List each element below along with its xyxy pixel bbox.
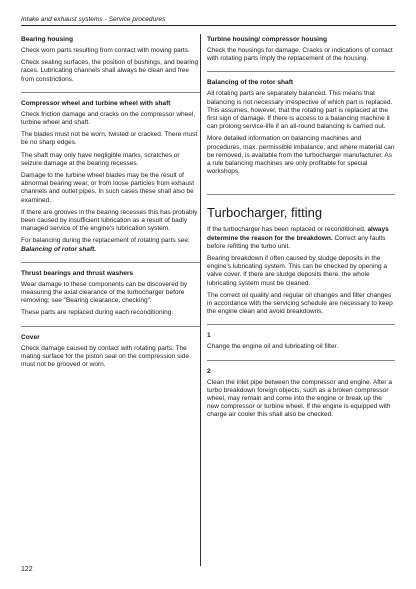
section-balancing — [207, 79, 395, 176]
paragraph-text: For balancing during the replacement of rotating parts see: — [21, 237, 190, 245]
header-title: Intake and exhaust systems - Service procedures — [21, 16, 166, 23]
paragraph: Check sealing surfaces, the position of bushings, and bearing races. Lubricating channels shall always be clean and free from constrictions. — [21, 59, 199, 83]
cross-reference-link: Balancing of rotor shaft. — [21, 245, 97, 253]
paragraph: Check damage caused by contact with rotating parts. The mating surface for the piston seal on the compression side must not be grooved or worn. — [21, 344, 190, 369]
section-divider — [207, 194, 395, 195]
section-compressor-wheel — [21, 100, 200, 254]
paragraph — [21, 237, 200, 253]
column-divider — [200, 34, 201, 566]
step-2 — [207, 368, 395, 420]
section-divider — [21, 92, 200, 93]
section-cover — [21, 334, 200, 370]
paragraph-text: Correct any faults before refitting the turbo unit. — [207, 234, 386, 250]
emphasis-text: always determine the reason for the breakdown. — [207, 226, 389, 242]
header-divider — [21, 25, 396, 26]
step-number: 1 — [207, 332, 211, 340]
paragraph: Bearing breakdown if often caused by sludge deposits in the engine's lubricating system. This can be checked by opening a valve cover. If there are sludge deposits there, the whole lubricating system must be cleaned. — [207, 255, 387, 287]
paragraph: More detailed information on balancing machines and procedures, max. permissible imbalance, and where material can be removed, is available from the turbocharger manufacturer. As a rule balancing machines are only profitable for special workshops. — [207, 135, 395, 176]
section-divider — [207, 360, 395, 361]
page-number: 122 — [21, 566, 33, 573]
paragraph: Check worn parts resulting from contact with moving parts. — [21, 47, 190, 54]
section-turbine-housing — [207, 36, 395, 63]
paragraph: The correct oil quality and regular oil changes and filter changes in accordance with the servicing schedule are necessary to keep the engine clean and avoid breakdowns. — [207, 291, 393, 316]
main-heading: Turbocharger, fitting — [207, 205, 323, 221]
paragraph: The shaft may only have negligible marks, scratches or seizure damage at the bearing recesses. — [21, 151, 180, 167]
left-column — [21, 36, 200, 377]
section-heading: Turbine housing/ compressor housing — [207, 36, 328, 43]
section-divider — [21, 326, 200, 327]
section-divider — [207, 71, 395, 72]
section-heading: Thrust bearings and thrust washers — [21, 269, 134, 277]
section-heading: Cover — [21, 333, 40, 341]
paragraph — [207, 226, 395, 251]
paragraph: The blades must not be worn, twisted or cracked. There must be no sharp edges. — [21, 131, 198, 147]
section-heading: Bearing housing — [21, 36, 74, 43]
paragraph: All rotating parts are separately balanced. This means that balancing is not necessary irrespective of which part is replaced. This assumes, however, that the rotating part is replaced at the first sign of damage. If there is access to a balancing machine it can prolong service-life if an all-round balancing is carried out. — [207, 90, 393, 131]
section-heading: Compressor wheel and turbine wheel with shaft — [21, 99, 171, 107]
paragraph-text: If the turbocharger has been replaced or reconditioned, — [207, 226, 368, 234]
section-divider — [207, 324, 395, 325]
paragraph: Wear damage to these components can be discovered by measuring the axial clearance of the turbocharger before removing; see "Bearing clearance, checking". — [21, 280, 188, 305]
paragraph: Damage to the turbine wheel blades may be the result of abnormal bearing wear, or from loose particles from exhaust channels and outlet pipes. In such cases these shall also be examined. — [21, 172, 195, 204]
section-thrust-bearings — [21, 270, 200, 318]
right-column — [207, 36, 395, 428]
step-text: Clean the inlet pipe between the compressor and engine. After a turbo breakdown foreign objects, such as a broken compressor wheel, may remain and come into the engine or break up the new compressor or turbine wheel. If the engine is equipped with charge air cooler this shall also be checked. — [207, 378, 393, 419]
section-divider — [21, 262, 200, 263]
paragraph: These parts are replaced during each reconditioning. — [21, 309, 174, 317]
section-bearing-housing — [21, 36, 200, 84]
step-1 — [207, 332, 395, 351]
paragraph: Check the housings for damage. Cracks or indications of contact with rotating parts imply the replacement of the housing. — [207, 47, 393, 63]
paragraph: Check friction damage and cracks on the compressor wheel, turbine wheel and shaft. — [21, 110, 196, 127]
step-number: 2 — [207, 367, 211, 375]
section-heading: Balancing of the rotor shaft — [207, 79, 294, 87]
section-turbocharger-fitting — [207, 205, 395, 316]
paragraph: If there are grooves in the bearing recesses this has probably been caused by insufficient lubrication as a result of badly managed service of the engine's lubrication system. — [21, 208, 198, 233]
step-text: Change the engine oil and lubricating oil filter. — [207, 343, 339, 351]
